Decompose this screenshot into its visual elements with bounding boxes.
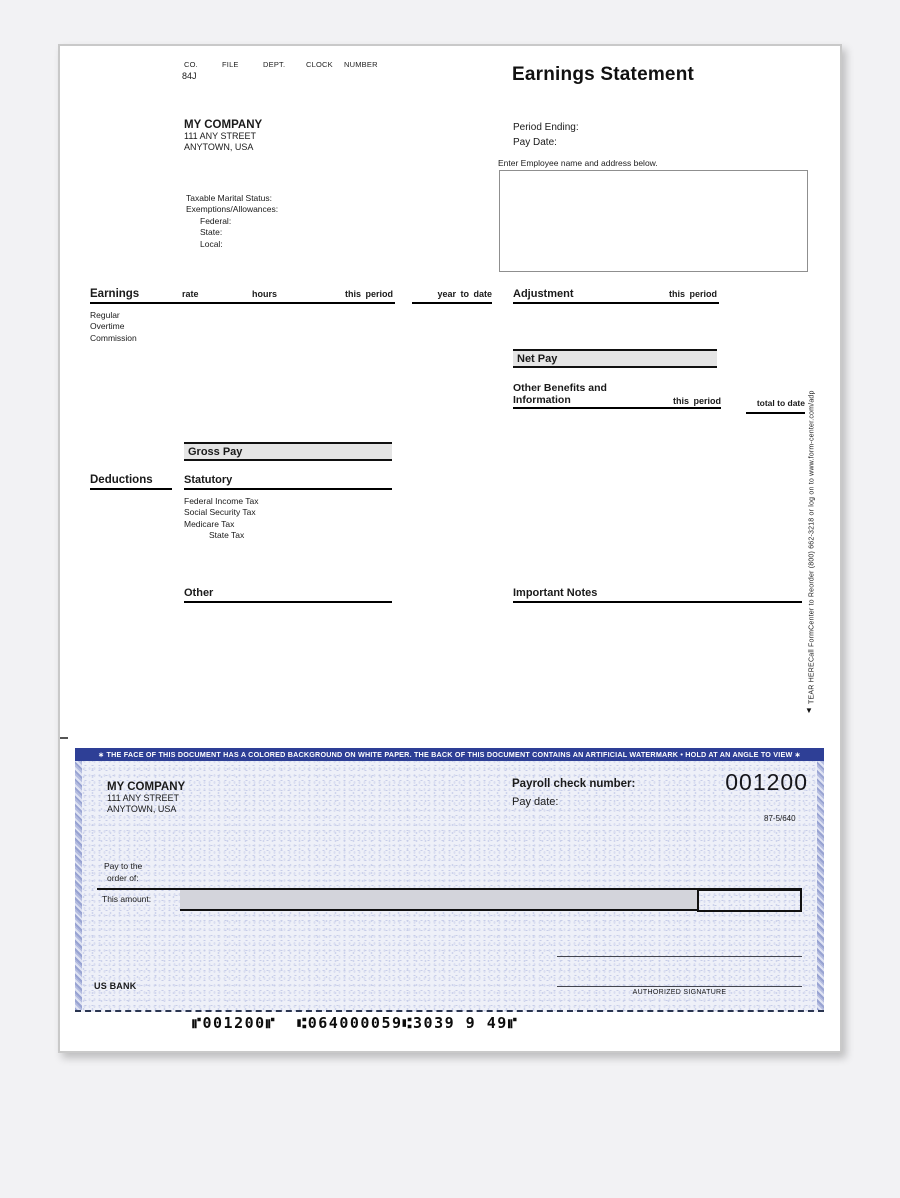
form-page (58, 44, 842, 1053)
tear-here-label: TEAR HERE (808, 662, 816, 704)
bank-name: US BANK (94, 981, 137, 991)
other-benefits-col-this-period: this period (672, 396, 721, 406)
total-to-date-header (746, 393, 805, 414)
reorder-text: Call FormCenter to Reorder (800) 662-3218 or log on to www.form-center.com/adp (808, 390, 816, 663)
check-right-ornament-border (817, 761, 824, 1010)
other-benefits-heading1: Other Benefits and (513, 382, 607, 394)
period-pay-labels (513, 120, 579, 150)
this-amount-label: This amount: (102, 894, 152, 904)
other-benefits-block (513, 382, 721, 409)
check-company-address1: 111 ANY STREET (107, 793, 180, 803)
tax-status-block (186, 193, 278, 250)
reorder-side-text (805, 332, 819, 704)
col-this-period: this period (344, 289, 393, 299)
deduction-rows (184, 496, 259, 542)
pay-to-order-label (104, 860, 142, 884)
pay-to-line2: order of: (107, 873, 139, 883)
file-label: FILE (222, 60, 239, 69)
company-address1: 111 ANY STREET (184, 131, 257, 141)
earnings-rows (90, 310, 137, 344)
number-label: NUMBER (344, 60, 378, 69)
co-value: 84J (182, 71, 197, 81)
col-total-to-date: total to date (756, 398, 805, 408)
check-number-value: 001200 (725, 769, 808, 795)
statement-company-block (184, 119, 262, 153)
state-label: State: (200, 227, 223, 238)
other-section-header (184, 587, 392, 603)
check-company-block (107, 781, 185, 815)
federal-label: Federal: (200, 215, 232, 226)
ytd-header (412, 287, 492, 304)
gross-pay-bar (184, 442, 392, 461)
employee-name-address-box[interactable] (499, 170, 808, 272)
deduction-row-federal: Federal Income Tax (184, 496, 259, 506)
adjustment-heading: Adjustment (513, 288, 574, 300)
deductions-header (90, 474, 172, 490)
statutory-header (184, 474, 392, 490)
gross-pay-label: Gross Pay (188, 445, 243, 458)
adjustment-col-this-period: this period (668, 289, 717, 299)
local-label: Local: (200, 238, 223, 249)
pay-to-line1: Pay to the (104, 861, 143, 871)
deduction-row-ss: Social Security Tax (184, 507, 256, 518)
amount-entry-strip (180, 890, 697, 911)
dept-label: DEPT. (263, 60, 286, 69)
statutory-heading: Statutory (184, 474, 233, 486)
important-notes-header (513, 587, 802, 603)
net-pay-bar (513, 349, 717, 368)
company-address2: ANYTOWN, USA (184, 142, 254, 152)
marital-status-label: Taxable Marital Status: (186, 193, 272, 203)
page-title: Earnings Statement (512, 64, 695, 85)
check-left-ornament-border (75, 761, 82, 1010)
top-field-labels (184, 60, 434, 72)
col-hours: hours (252, 289, 278, 299)
tear-tick-mark (60, 737, 68, 739)
clock-label: CLOCK (306, 60, 333, 69)
authorized-signature-caption: AUTHORIZED SIGNATURE (632, 989, 727, 996)
exemptions-label: Exemptions/Allowances: (186, 204, 279, 215)
net-pay-label: Net Pay (517, 352, 558, 365)
earnings-row-regular: Regular (90, 310, 120, 320)
signature-line-2 (557, 986, 802, 987)
amount-value-box (697, 889, 802, 912)
earnings-row-overtime: Overtime (90, 321, 125, 332)
signature-line-1 (557, 956, 802, 957)
other-benefits-heading2: Information (513, 394, 571, 406)
col-year-to-date: year to date (437, 289, 492, 299)
deduction-row-medicare: Medicare Tax (184, 518, 235, 529)
co-label: CO. (184, 60, 198, 69)
deduction-row-state: State Tax (209, 530, 245, 541)
earnings-heading: Earnings (90, 288, 140, 300)
security-banner: ∗ THE FACE OF THIS DOCUMENT HAS A COLORED BACKGROUND ON WHITE PAPER. THE BACK OF THIS DOCUMENT CONTAINS AN ARTIFICIAL WATERMARK • HOLD AT AN ANGLE TO VIEW ∗ (75, 748, 824, 761)
other-heading: Other (184, 587, 214, 599)
check-number-label: Payroll check number: (512, 778, 636, 790)
earnings-header-row (90, 287, 395, 304)
check-company-name: MY COMPANY (107, 781, 186, 793)
period-ending-label: Period Ending: (513, 122, 579, 133)
important-notes-heading: Important Notes (513, 587, 598, 599)
employee-box-hint: Enter Employee name and address below. (498, 158, 658, 168)
col-rate: rate (182, 289, 199, 299)
payroll-check (75, 748, 824, 1012)
earnings-row-commission: Commission (90, 332, 137, 343)
tear-arrow-icon: ▼ (805, 706, 813, 715)
company-name: MY COMPANY (184, 119, 263, 131)
deductions-heading: Deductions (90, 474, 153, 486)
adjustment-header-row (513, 287, 719, 304)
micr-line: ⑈001200⑈ ⑆064000059⑆3039 9 49⑈ (192, 1014, 519, 1032)
bank-fraction: 87-5/640 (764, 814, 796, 823)
pay-date-label: Pay Date: (513, 137, 557, 148)
check-company-address2: ANYTOWN, USA (107, 804, 177, 814)
check-pay-date-label: Pay date: (512, 796, 559, 808)
